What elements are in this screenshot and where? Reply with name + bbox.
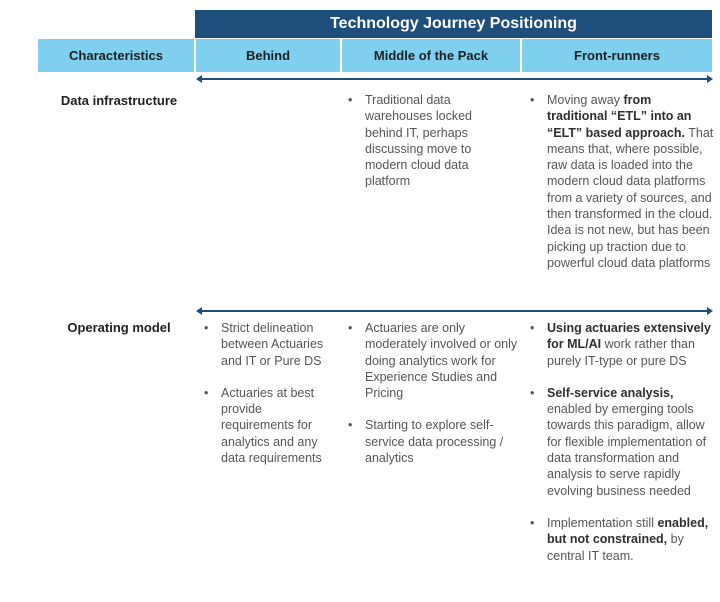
bullet-bold-text: enabled, but not constrained, [547,515,709,547]
bullet-bold-text: from traditional “ETL” into an “ELT” based approach. [547,93,692,140]
bullet-text: That means that, where possible, raw data is loaded into the modern cloud data platforms from a variety of sources, and then transformed in the cloud. Idea is not new, but has been picking up traction due to powerful cloud data platforms [547,125,714,270]
cell-data-infrastructure-front-runners [528,92,714,287]
bullet-text: by central IT team. [547,532,684,563]
bullet-item [528,515,714,564]
bullet-text: Moving away [547,93,624,107]
bullet-text: Implementation still [547,515,658,530]
cell-data-infrastructure-middle [346,92,506,206]
bullet-text: work rather than purely IT-type or pure DS [547,337,695,368]
bullet-item: • Actuaries at best provide requirements for analytics and any data requirements [202,385,338,466]
bullet-item [528,320,714,369]
row-label-data-infrastructure: Data infrastructure [60,93,178,108]
bullet-bold-text: Self-service analysis, [547,385,674,400]
bullet-item [528,92,714,271]
column-header-middle-of-the-pack: Middle of the Pack [342,39,520,72]
bullet-item: • Strict delineation between Actuaries and IT or Pure DS [202,320,338,369]
column-header-front-runners: Front-runners [522,39,712,72]
bullet-item: • Starting to explore self-service data processing / analytics [346,417,518,466]
bullet-item [528,385,714,499]
page-title: Technology Journey Positioning [195,10,712,38]
bullet-item: • Traditional data warehouses locked behind IT, perhaps discussing move to modern cloud data platform [346,92,506,190]
cell-operating-model-middle [346,320,518,482]
bullet-bold-text: Using actuaries extensively for ML/AI [547,321,711,352]
row-divider-arrow [198,78,711,80]
bullet-item: • Actuaries are only moderately involved or only doing analytics work for Experience Studies and Pricing [346,320,518,401]
cell-operating-model-behind [202,320,338,482]
bullet-text: enabled by emerging tools towards this paradigm, allow for flexible implementation of data transformation and analysis to serve rapidly evolving business needed [547,402,707,498]
column-header-behind: Behind [196,39,340,72]
row-label-operating-model: Operating model [67,320,171,335]
row-divider-arrow [198,310,711,312]
column-header-characteristics: Characteristics [38,39,194,72]
cell-operating-model-front-runners [528,320,714,580]
